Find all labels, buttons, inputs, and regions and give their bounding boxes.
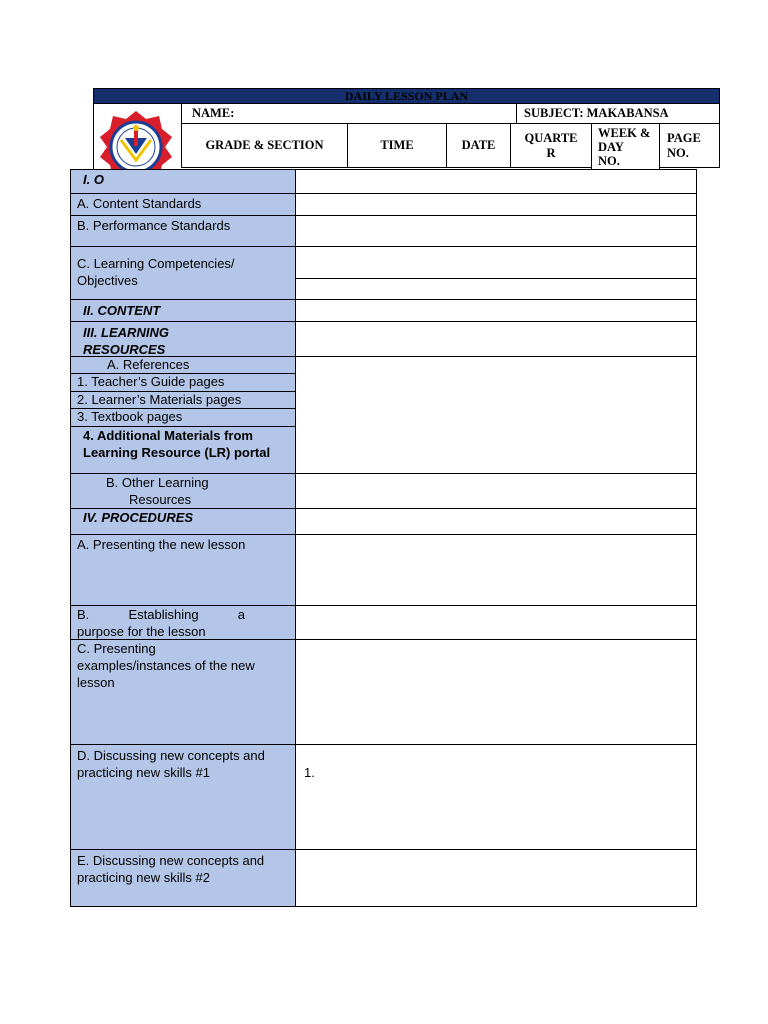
discussing-concepts-2-cell[interactable] — [296, 850, 697, 907]
date-label: DATE — [461, 138, 496, 152]
learning-resources-heading: III. LEARNING RESOURCES — [70, 322, 296, 357]
references-label: A. References — [70, 357, 296, 374]
learning-competencies-cell-2[interactable] — [296, 279, 697, 300]
discussing-concepts-1-cell[interactable] — [296, 745, 697, 850]
performance-standards-cell[interactable] — [296, 216, 697, 247]
procedures-cell[interactable] — [296, 509, 697, 535]
additional-materials-cell[interactable] — [296, 427, 697, 474]
content-cell[interactable] — [296, 300, 697, 322]
date-field[interactable] — [446, 123, 511, 168]
performance-standards-label: B. Performance Standards — [70, 216, 296, 247]
objectives-cell[interactable] — [296, 169, 697, 194]
grade-section-label: GRADE & SECTION — [205, 138, 324, 152]
presenting-examples-label: C. Presenting examples/instances of the new lesson — [70, 640, 296, 745]
subject-field[interactable] — [516, 104, 720, 124]
subject-label: SUBJECT: MAKABANSA — [524, 106, 669, 120]
page-no-label: PAGE — [667, 130, 701, 145]
objectives-heading: I. O — [70, 169, 296, 194]
week-day-label: WEEK & — [598, 125, 651, 140]
week-day-field[interactable] — [591, 123, 660, 170]
other-learning-resources-cell[interactable] — [296, 474, 697, 509]
week-day-label-cont: DAY — [598, 139, 624, 154]
discussing-concepts-2-label: E. Discussing new concepts and practicing new skills #2 — [70, 850, 296, 907]
content-heading: II. CONTENT — [70, 300, 296, 322]
presenting-new-lesson-label: A. Presenting the new lesson — [70, 535, 296, 606]
quarter-label-cont: R — [546, 145, 556, 160]
content-standards-cell[interactable] — [296, 194, 697, 216]
additional-materials-label: 4. Additional Materials from Learning Resource (LR) portal — [70, 427, 296, 474]
teachers-guide-label: 1. Teacher’s Guide pages — [70, 374, 296, 392]
name-field[interactable] — [181, 104, 517, 124]
name-label: NAME: — [192, 106, 235, 120]
establishing-purpose-cell[interactable] — [296, 606, 697, 640]
procedures-heading: IV. PROCEDURES — [70, 509, 296, 535]
page-no-field[interactable] — [659, 123, 720, 168]
grade-section-field[interactable] — [181, 123, 348, 168]
week-day-label-end: NO. — [598, 153, 620, 168]
presenting-examples-cell[interactable] — [296, 640, 697, 745]
learning-competencies-cell[interactable] — [296, 247, 697, 279]
learners-materials-label: 2. Learner’s Materials pages — [70, 392, 296, 409]
lesson-plan-table — [70, 169, 697, 907]
time-field[interactable] — [347, 123, 447, 168]
discussing-concepts-1-value: 1. — [304, 765, 315, 780]
page-no-label-cont: NO. — [667, 145, 689, 160]
logo-cell — [93, 104, 181, 170]
time-label: TIME — [380, 138, 414, 152]
establishing-purpose-label: B. Establishing a purpose for the lesson — [70, 606, 296, 640]
quarter-field[interactable] — [510, 123, 592, 168]
page-title: DAILY LESSON PLAN — [93, 88, 720, 104]
learning-resources-cell[interactable] — [296, 322, 697, 357]
discussing-concepts-1-label: D. Discussing new concepts and practicing new skills #1 — [70, 745, 296, 850]
quarter-label: QUARTE — [524, 130, 578, 145]
learning-competencies-label: C. Learning Competencies/ Objectives — [70, 247, 296, 300]
other-learning-resources-label: B. Other Learning Resources — [70, 474, 296, 509]
textbook-pages-label: 3. Textbook pages — [70, 409, 296, 427]
presenting-new-lesson-cell[interactable] — [296, 535, 697, 606]
lesson-plan-header — [93, 88, 720, 170]
content-standards-label: A. Content Standards — [70, 194, 296, 216]
